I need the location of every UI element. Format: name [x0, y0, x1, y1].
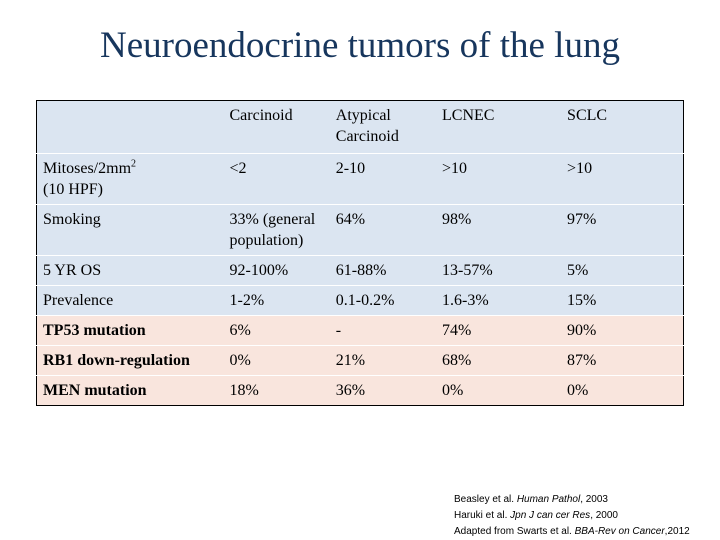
- cell-men-carcinoid: 18%: [224, 376, 330, 406]
- cell-smoking-lcnec: 98%: [436, 205, 561, 256]
- cell-tp53-sclc: 90%: [561, 316, 683, 346]
- cell-rb1-lcnec: 68%: [436, 346, 561, 376]
- cell-smoking-carcinoid: 33% (general population): [224, 205, 330, 256]
- cell-prevalence-sclc: 15%: [561, 286, 683, 316]
- comparison-table: [36, 100, 684, 406]
- cell-rb1-sclc: 87%: [561, 346, 683, 376]
- cell-prevalence-carcinoid: 1-2%: [224, 286, 330, 316]
- cell-mitoses-lcnec: >10: [436, 154, 561, 205]
- cell-mitoses-carcinoid: <2: [224, 154, 330, 205]
- reference-year: , 2000: [590, 510, 618, 521]
- slide-title: Neuroendocrine tumors of the lung: [100, 25, 620, 66]
- table-row-prevalence: [37, 286, 684, 316]
- table-header-row: [37, 101, 684, 154]
- cell-men-lcnec: 0%: [436, 376, 561, 406]
- reference-line: [454, 492, 716, 508]
- header-lcnec: LCNEC: [436, 101, 561, 154]
- header-atypical-carcinoid: Atypical Carcinoid: [330, 101, 436, 154]
- reference-journal: BBA-Rev on Cancer: [574, 526, 665, 537]
- table-row-smoking: [37, 205, 684, 256]
- header-carcinoid: Carcinoid: [224, 101, 330, 154]
- cell-smoking-atypical: 64%: [330, 205, 436, 256]
- mitoses-label-line2: (10 HPF): [43, 181, 104, 198]
- cell-men-atypical: 36%: [330, 376, 436, 406]
- cell-prevalence-lcnec: 1.6-3%: [436, 286, 561, 316]
- reference-authors: Adapted from Swarts et al.: [454, 526, 575, 537]
- cell-rb1-carcinoid: 0%: [224, 346, 330, 376]
- table-row-tp53: [37, 316, 684, 346]
- cell-tp53-atypical: -: [330, 316, 436, 346]
- row-label-tp53: TP53 mutation: [37, 316, 224, 346]
- row-label-men: MEN mutation: [37, 376, 224, 406]
- reference-journal: Jpn J can cer Res: [510, 510, 591, 521]
- table-row-5yr-os: [37, 256, 684, 286]
- cell-rb1-atypical: 21%: [330, 346, 436, 376]
- row-label-prevalence: Prevalence: [37, 286, 224, 316]
- cell-men-sclc: 0%: [561, 376, 683, 406]
- row-label-smoking: Smoking: [37, 205, 224, 256]
- cell-os-carcinoid: 92-100%: [224, 256, 330, 286]
- cell-tp53-carcinoid: 6%: [224, 316, 330, 346]
- reference-year: ,2012: [664, 526, 690, 537]
- cell-os-atypical: 61-88%: [330, 256, 436, 286]
- reference-authors: Beasley et al.: [454, 494, 517, 505]
- row-label-rb1: RB1 down-regulation: [37, 346, 224, 376]
- cell-prevalence-atypical: 0.1-0.2%: [330, 286, 436, 316]
- cell-os-sclc: 5%: [561, 256, 683, 286]
- header-sclc: SCLC: [561, 101, 683, 154]
- reference-journal: Human Pathol: [516, 494, 581, 505]
- references: [454, 492, 716, 540]
- cell-smoking-sclc: 97%: [561, 205, 683, 256]
- mitoses-label-text: Mitoses/2mm: [43, 160, 132, 177]
- reference-authors: Haruki et al.: [454, 510, 511, 521]
- reference-line: [454, 524, 716, 540]
- cell-mitoses-sclc: >10: [561, 154, 683, 205]
- reference-year: , 2003: [580, 494, 608, 505]
- mitoses-label-sup: 2: [131, 158, 137, 170]
- cell-mitoses-atypical: 2-10: [330, 154, 436, 205]
- reference-line: [454, 508, 716, 524]
- row-label-5yr-os: 5 YR OS: [37, 256, 224, 286]
- header-corner-cell: [37, 101, 224, 154]
- cell-os-lcnec: 13-57%: [436, 256, 561, 286]
- row-label-mitoses: [37, 154, 224, 205]
- table-row-mitoses: [37, 154, 684, 205]
- table-row-rb1: [37, 346, 684, 376]
- cell-tp53-lcnec: 74%: [436, 316, 561, 346]
- table-row-men: [37, 376, 684, 406]
